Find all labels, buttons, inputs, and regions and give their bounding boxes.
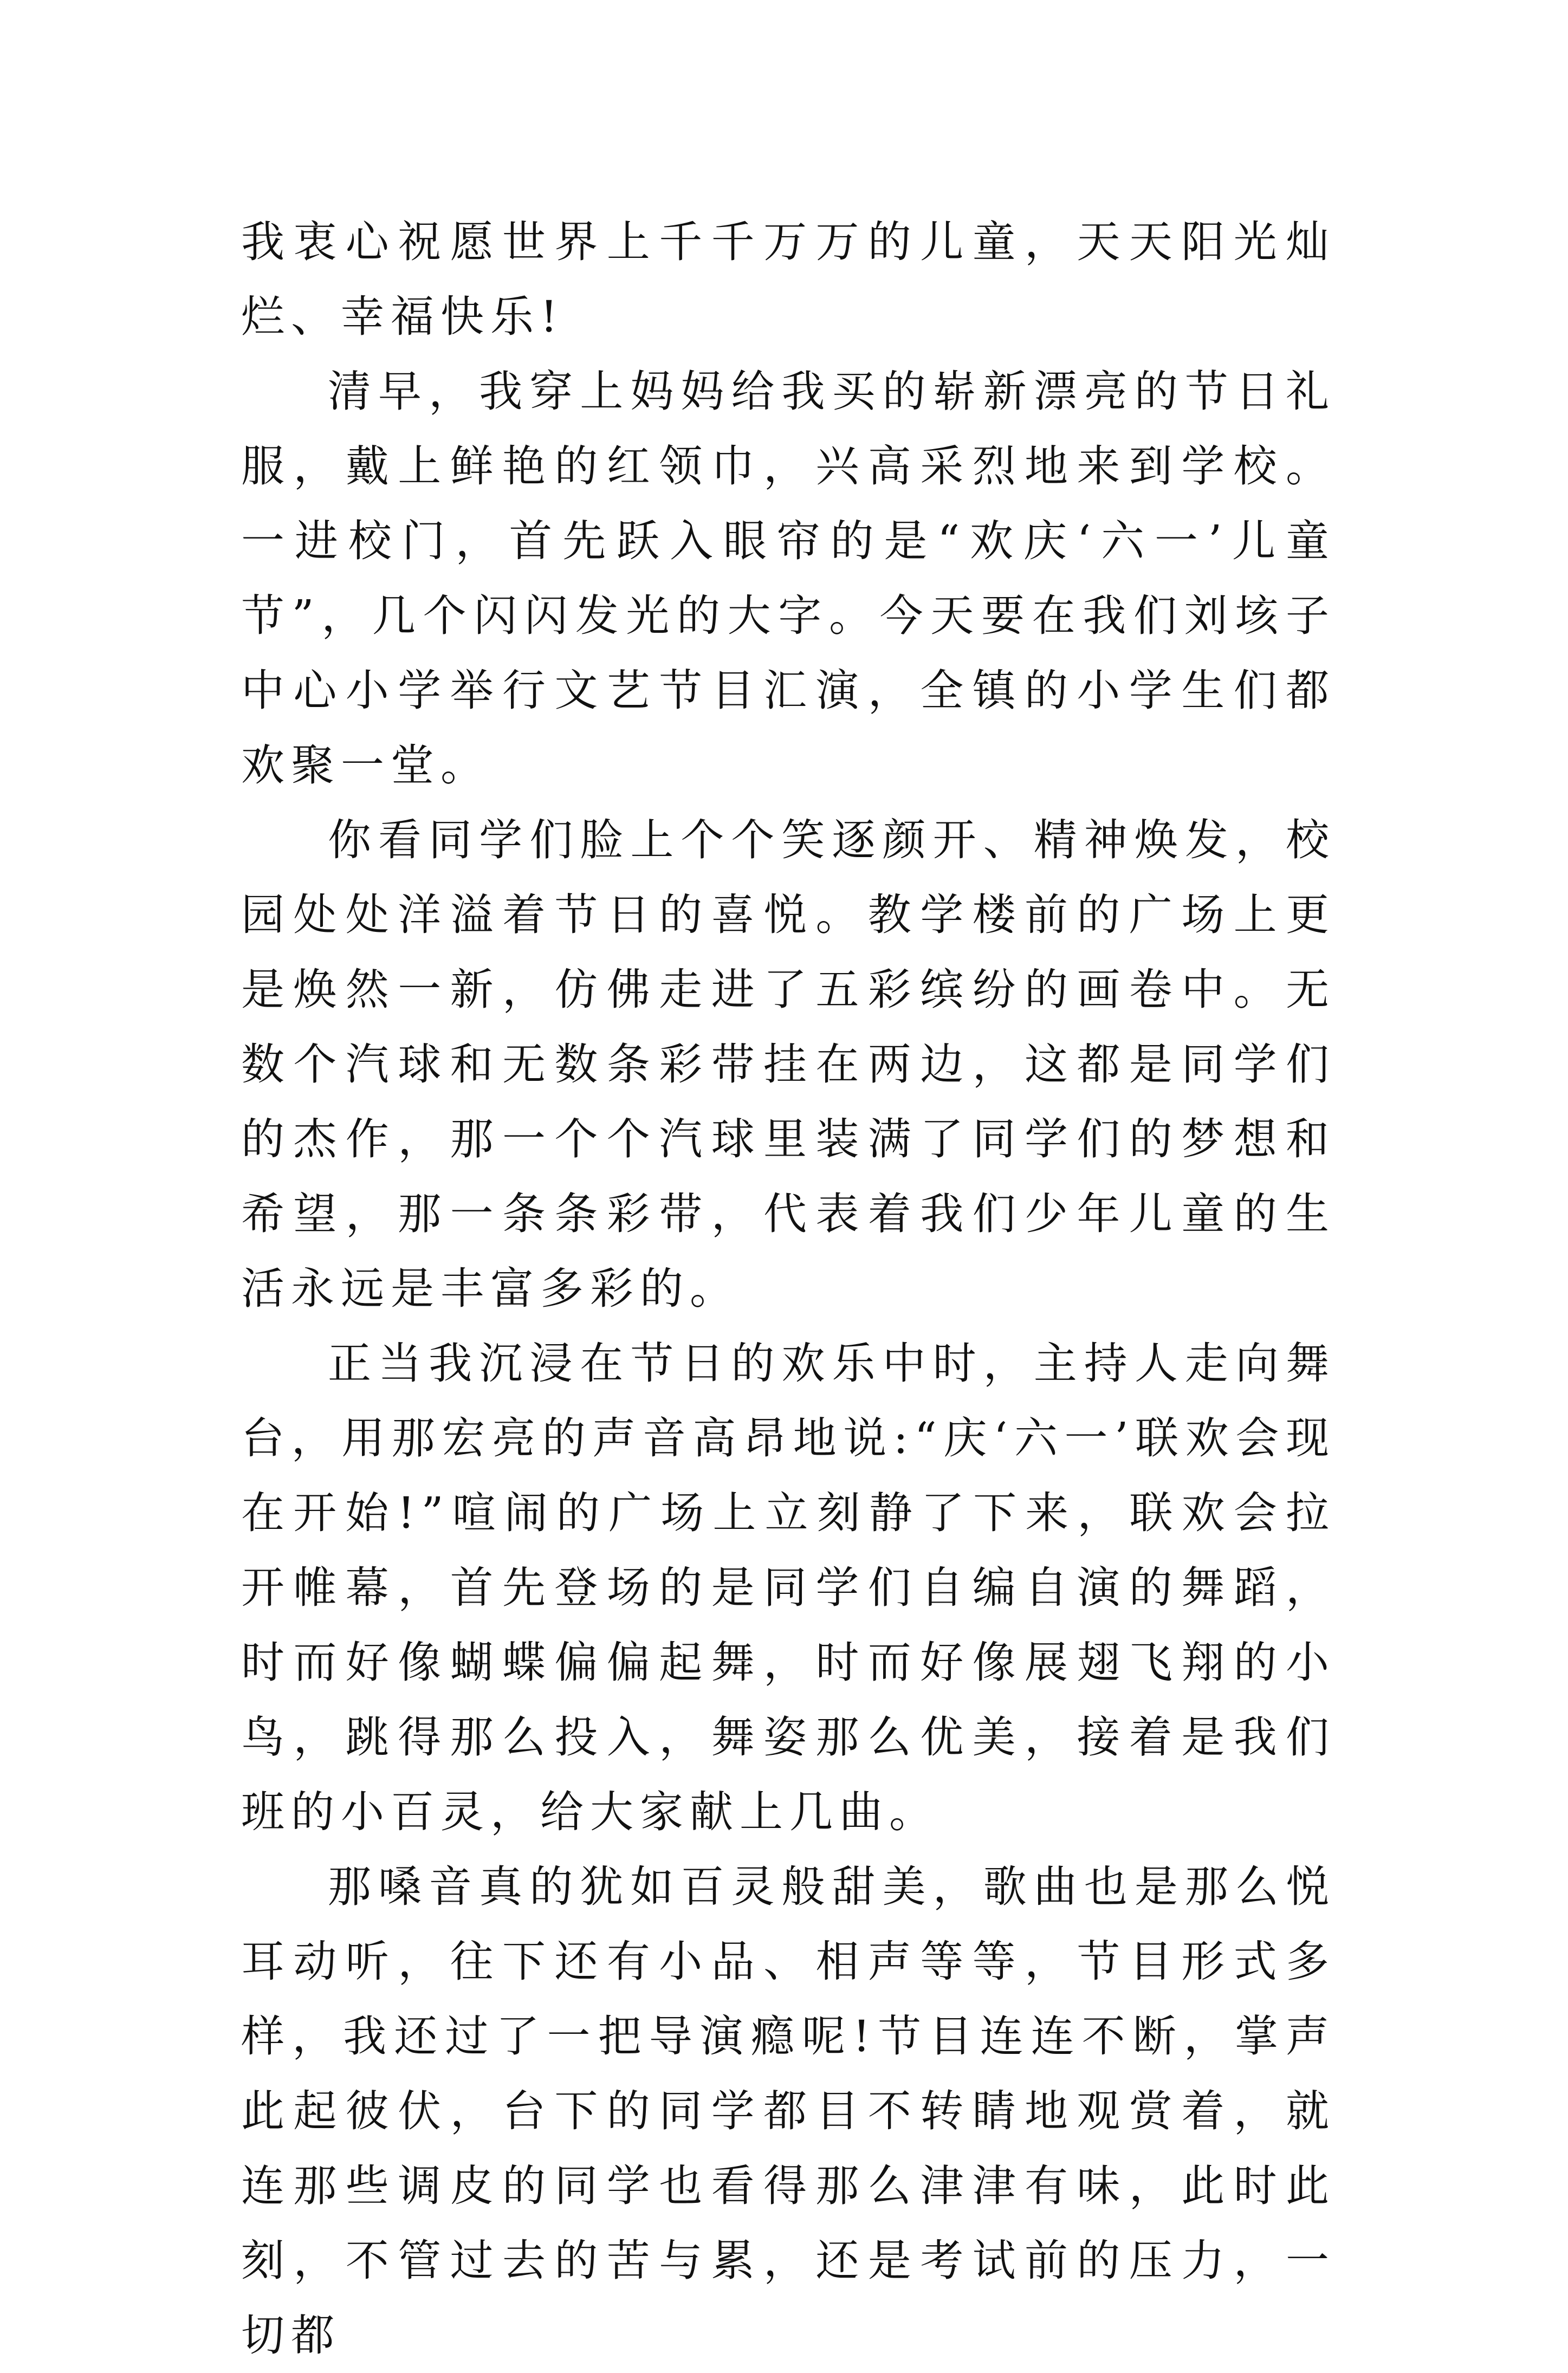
document-body xyxy=(241,205,1336,2373)
paragraph-4: 正当我沉浸在节日的欢乐中时，主持人走向舞台，用那宏亮的声音高昂地说:“庆‘六一’联欢会现在开始!”喧闹的广场上立刻静了下来，联欢会拉开帷幕，首先登场的是同学们自编自演的舞蹈，时而好像蝴蝶偏偏起舞，时而好像展翅飞翔的小鸟，跳得那么投入，舞姿那么优美，接着是我们班的小百灵，给大家献上几曲。 xyxy=(241,1338,1336,1837)
paragraph-1: 我衷心祝愿世界上千千万万的儿童，天天阳光灿烂、幸福快乐! xyxy=(241,217,1336,342)
paragraph-2: 清早，我穿上妈妈给我买的崭新漂亮的节日礼服，戴上鲜艳的红领巾，兴高采烈地来到学校。一进校门，首先跃入眼帘的是“欢庆‘六一’儿童节”，几个闪闪发光的大字。今天要在我们刘垓子中心小学举行文艺节目汇演，全镇的小学生们都欢聚一堂。 xyxy=(241,366,1336,790)
paragraph-5: 那嗓音真的犹如百灵般甜美，歌曲也是那么悦耳动听，往下还有小品、相声等等，节目形式多样，我还过了一把导演瘾呢!节目连连不断，掌声此起彼伏，台下的同学都目不转睛地观赏着，就连那些调皮的同学也看得那么津津有味，此时此刻，不管过去的苦与累，还是考试前的压力，一切都 xyxy=(241,1862,1336,2361)
paragraph-3: 你看同学们脸上个个笑逐颜开、精神焕发，校园处处洋溢着节日的喜悦。教学楼前的广场上更是焕然一新，仿佛走进了五彩缤纷的画卷中。无数个汽球和无数条彩带挂在两边，这都是同学们的杰作，那一个个汽球里装满了同学们的梦想和希望，那一条条彩带，代表着我们少年儿童的生活永远是丰富多彩的。 xyxy=(241,815,1336,1314)
